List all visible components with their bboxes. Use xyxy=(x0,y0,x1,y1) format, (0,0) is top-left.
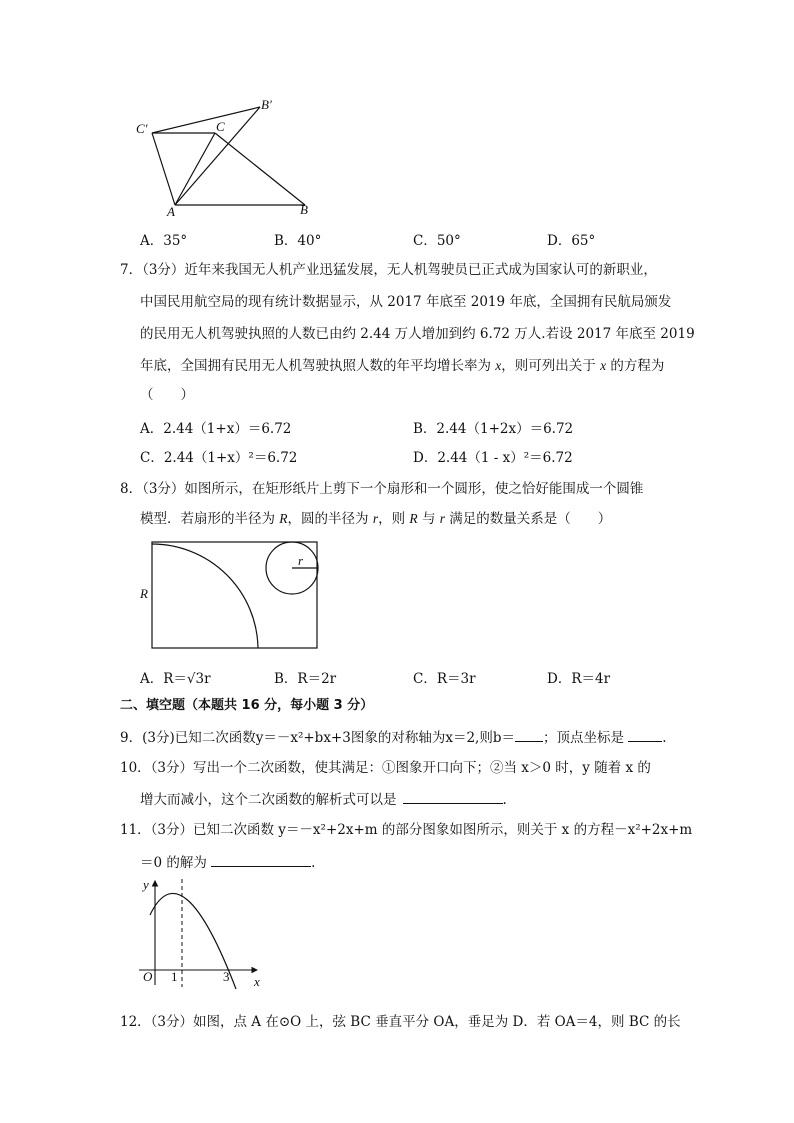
q6-option-b[interactable]: B．40° xyxy=(274,233,322,249)
q10-blank[interactable] xyxy=(403,789,503,804)
q6-option-c[interactable]: C．50° xyxy=(413,233,461,249)
q7-line-1: 7．（3分）近年来我国无人机产业迅猛发展，无人机驾驶员已正式成为国家认可的新职业， xyxy=(120,262,657,278)
label-C: C xyxy=(216,119,225,134)
q8-line-2: 模型．若扇形的半径为 R，圆的半径为 r，则 R 与 r 满足的数量关系是（ ） xyxy=(140,511,612,527)
q7-option-b[interactable]: B．2.44（1+2x）＝6.72 xyxy=(413,421,574,437)
tick-1: 1 xyxy=(171,969,178,984)
edge-C-A xyxy=(175,133,215,205)
edge-Cp-Bp xyxy=(152,107,260,133)
label-A: A xyxy=(167,204,175,219)
q7-line-2: 中国民用航空局的现有统计数据显示，从 2017 年底至 2019 年底，全国拥有民航局颁发 xyxy=(140,294,672,310)
q11-line-1: 11．（3分）已知二次函数 y＝－x²+2x+m 的部分图象如图所示，则关于 x 的方程－x²+2x+m xyxy=(120,822,693,838)
section-2-heading: 二、填空题（本题共 16 分，每小题 3 分） xyxy=(120,698,374,713)
label-Bp: B′ xyxy=(261,97,272,112)
label-R: R xyxy=(140,586,148,601)
q8-option-d[interactable]: D．R＝4r xyxy=(547,671,611,687)
q9-blank-b[interactable] xyxy=(515,727,543,742)
q8-option-c[interactable]: C．R＝3r xyxy=(413,671,476,687)
q8-line-1: 8．（3分）如图所示，在矩形纸片上剪下一个扇形和一个圆形，使之恰好能围成一个圆锥 xyxy=(120,481,644,497)
label-r: r xyxy=(298,553,304,568)
label-x: x xyxy=(254,974,260,989)
q7-line-5: （ ） xyxy=(140,387,194,403)
q6-option-a[interactable]: A．35° xyxy=(140,233,188,249)
label-Cp: C′ xyxy=(136,121,148,136)
q10-line-1: 10．（3分）写出一个二次函数，使其满足：①图象开口向下；②当 x＞0 时，y 随着 x 的 xyxy=(120,760,651,776)
q7-option-a[interactable]: A．2.44（1+x）＝6.72 xyxy=(140,421,292,437)
q6-option-d[interactable]: D．65° xyxy=(547,233,596,249)
q7-line-3: 的民用无人机驾驶执照的人数已由约 2.44 万人增加到约 6.72 万人.若设 2017 年底至 2019 xyxy=(140,326,695,342)
q10-line-2: 增大而减小，这个二次函数的解析式可以是 . xyxy=(140,789,507,810)
edge-Cp-A xyxy=(152,133,175,205)
q9-blank-vertex[interactable] xyxy=(628,727,662,742)
q8-option-a[interactable]: A．R＝√3r xyxy=(140,671,211,687)
q8-option-b[interactable]: B．R＝2r xyxy=(274,671,337,687)
label-origin: O xyxy=(143,969,153,984)
q6-figure xyxy=(130,95,330,220)
paper-rectangle xyxy=(152,542,317,648)
sector-arc xyxy=(152,544,258,648)
q8-figure xyxy=(135,538,325,653)
q7-option-c[interactable]: C．2.44（1+x）²＝6.72 xyxy=(140,450,298,466)
q7-option-d[interactable]: D．2.44（1 - x）²＝6.72 xyxy=(413,450,573,466)
q9-line: 9．(3分)已知二次函数y＝－x²+bx+3图象的对称轴为x＝2,则b＝ ；顶点坐标是 . xyxy=(120,727,667,748)
q11-blank[interactable] xyxy=(211,852,311,867)
label-y: y xyxy=(143,877,149,892)
q7-line-4: 年底，全国拥有民用无人机驾驶执照人数的年平均增长率为 x，则可列出关于 x 的方程为 xyxy=(140,358,665,374)
label-B: B xyxy=(300,202,308,217)
q12-line-1: 12．（3分）如图，点 A 在⊙O 上，弦 BC 垂直平分 OA，垂足为 D．若 OA＝4，则 BC 的长 xyxy=(120,1014,681,1030)
q11-line-2: ＝0 的解为 . xyxy=(140,852,315,873)
q11-figure xyxy=(135,875,270,990)
tick-3: 3 xyxy=(223,969,230,984)
